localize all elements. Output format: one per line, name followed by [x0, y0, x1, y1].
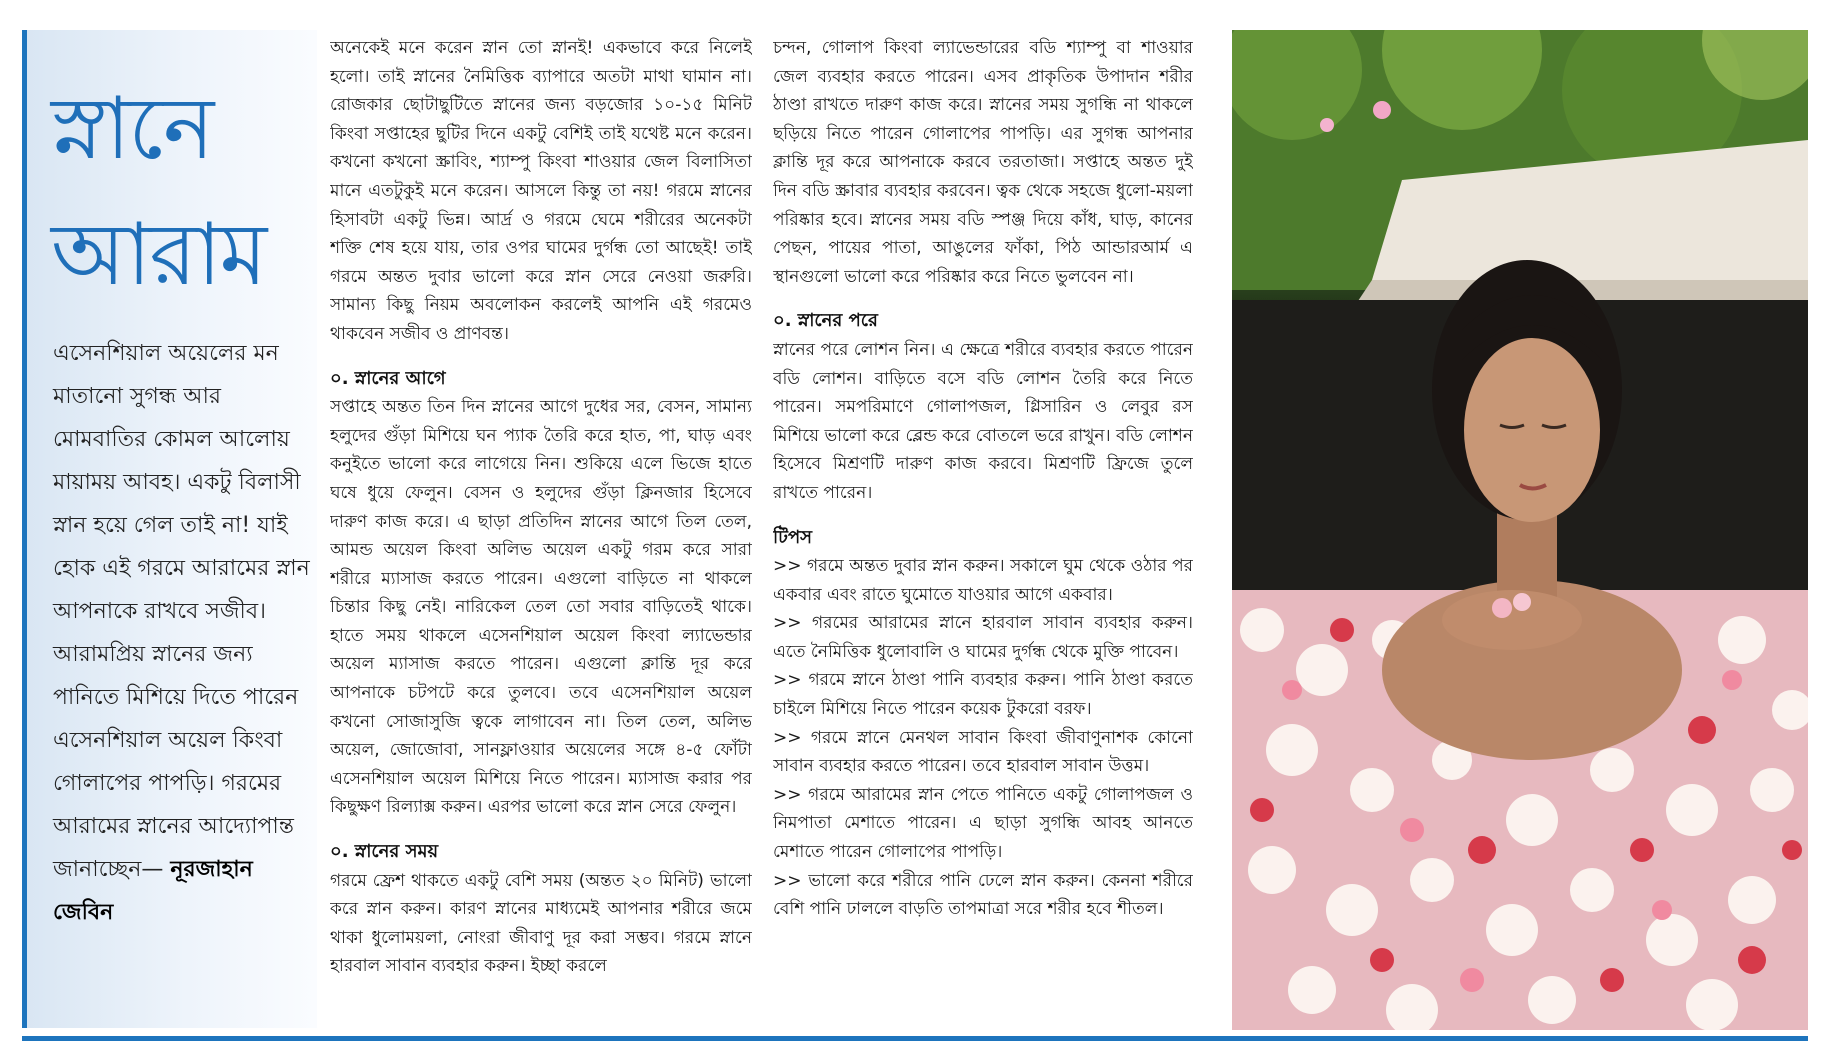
tip-item: >> গরমে স্নানে মেনথল সাবান কিংবা জীবাণুনাশক কোনো সাবান ব্যবহার করতে পারেন। তবে হারবাল সাবান উত্তম।	[773, 727, 1193, 777]
bottom-rule	[22, 1036, 1808, 1041]
author-byline: নূরজাহান জেবিন	[53, 857, 253, 925]
bath-photo	[1232, 30, 1808, 1030]
headline-line-2: আরাম	[51, 205, 266, 305]
article-sidebar	[22, 30, 317, 1028]
article-column-1	[330, 34, 752, 1030]
paragraph-before-bath: সপ্তাহে অন্তত তিন দিন স্নানের আগে দুধের সর, বেসন, সামান্য হলুদের গুঁড়া মিশিয়ে ঘন প্যাক তৈরি করে হাত, পা, ঘাড় এবং কনুইতে ভালো করে লাগেয়ে নিন। শুকিয়ে এলে ভিজে হাতে ঘষে ধুয়ে ফেলুন। বেসন ও হলুদের গুঁড়া ক্লিনজার হিসেবে দারুণ কাজ করে। এ ছাড়া প্রতিদিন স্নানের আগে তিল তেল, আমন্ড অয়েল কিংবা অলিভ অয়েল একটু গরম করে সারা শরীরে ম্যাসাজ করতে পারেন। এগুলো বাড়িতে না থাকলে চিন্তার কিছু নেই। নারিকেল তেল তো সবার বাড়িতেই থাকে। হাতে সময় থাকলে এসেনশিয়াল অয়েল কিংবা ল্যাভেন্ডার অয়েল ম্যাসাজ করতে পারেন। এগুলো ক্লান্তি দূর করে আপনাকে চটপটে করে তুলবে। তবে এসেনশিয়াল অয়েল কখনো সোজাসুজি ত্বকে লাগাবেন না। তিল তেল, অলিভ অয়েল, জোজোবা, সানফ্লাওয়ার অয়েলের সঙ্গে ৪-৫ ফোঁটা এসেনশিয়াল অয়েল মিশিয়ে নিতে পারেন। ম্যাসাজ করার পর কিছুক্ষণ রিল্যাক্স করুন। এরপর ভালো করে স্নান সেরে ফেলুন।	[330, 397, 752, 818]
tip-item: >> গরমে আরামের স্নান পেতে পানিতে একটু গোলাপজল ও নিমপাতা মেশাতে পারেন। এ ছাড়া সুগন্ধি আবহ আনতে মেশাতে পারেন গোলাপের পাপড়ি।	[773, 784, 1193, 863]
bath-illustration	[1232, 30, 1808, 1030]
heading-during-bath: ০. স্নানের সময়	[330, 841, 439, 863]
heading-after-bath: ০. স্নানের পরে	[773, 310, 878, 332]
intro-text: এসেনশিয়াল অয়েলের মন মাতানো সুগন্ধ আর মোমবাতির কোমল আলোয় মায়াময় আবহ। একটু বিলাসী স্নান হয়ে গেল তাই না! যাই হোক এই গরমে আরামের স্নান আপনাকে রাখবে সজীব। আরামপ্রিয় স্নানের জন্য পানিতে মিশিয়ে দিতে পারেন এসেনশিয়াল অয়েল কিংবা গোলাপের পাপড়ি। গরমের আরামের স্নানের আদ্যোপান্ত জানাচ্ছেন—	[53, 341, 310, 882]
article-headline	[51, 66, 311, 318]
tip-item: >> ভালো করে শরীরে পানি ঢেলে স্নান করুন। কেননা শরীরে বেশি পানি ঢাললে বাড়তি তাপমাত্রা সরে শরীর হবে শীতল।	[773, 870, 1193, 920]
tip-item: >> গরমের আরামের স্নানে হারবাল সাবান ব্যবহার করুন। এতে নৈমিত্তিক ধুলোবালি ও ঘামের দুর্গন্ধ থেকে মুক্তি পাবেন।	[773, 613, 1193, 662]
tip-item: >> গরমে স্নানে ঠাণ্ডা পানি ব্যবহার করুন। পানি ঠাণ্ডা করতে চাইলে মিশিয়ে নিতে পারেন কয়েক টুকরো বরফ।	[773, 670, 1193, 720]
article-column-2	[773, 34, 1193, 1030]
paragraph-during-bath: গরমে ফ্রেশ থাকতে একটু বেশি সময় (অন্তত ২০ মিনিট) ভালো করে স্নান করুন। কারণ স্নানের মাধ্যমেই আপনার শরীরে জমে থাকা ধুলোময়লা, নোংরা জীবাণু দূর করা সম্ভব। গরমে স্নানে হারবাল সাবান ব্যবহার করুন। ইচ্ছা করলে	[330, 870, 752, 977]
article-intro	[53, 332, 313, 934]
heading-tips: টিপস	[773, 526, 813, 548]
paragraph-opening: অনেকেই মনে করেন স্নান তো স্নানই! একভাবে করে নিলেই হলো। তাই স্নানের নৈমিত্তিক ব্যাপারে অতটা মাথা ঘামান না। রোজকার ছোটাছুটিতে স্নানের জন্য বড়জোর ১০-১৫ মিনিট কিংবা সপ্তাহের ছুটির দিনে একটু বেশিই তাই যথেষ্ট মনে করেন। কখনো কখনো স্ক্রাবিং, শ্যাম্পু কিংবা শাওয়ার জেল বিলাসিতা মানে এতটুকুই মনে করেন। আসলে কিন্তু তা নয়! গরমে স্নানের হিসাবটা একটু ভিন্ন। আর্দ্র ও গরমে ঘেমে শরীরের অনেকটা শক্তি শেষ হয়ে যায়, তার ওপর ঘামের দুর্গন্ধ তো আছেই! তাই গরমে অন্তত দুবার ভালো করে স্নান সেরে নেওয়া জরুরি। সামান্য কিছু নিয়ম অবলোকন করলেই আপনি এই গরমেও থাকবেন সজীব ও প্রাণবন্ত।	[330, 38, 752, 344]
tip-item: >> গরমে অন্তত দুবার স্নান করুন। সকালে ঘুম থেকে ওঠার পর একবার এবং রাতে ঘুমোতে যাওয়ার আগে একবার।	[773, 556, 1193, 605]
heading-before-bath: ০. স্নানের আগে	[330, 367, 446, 389]
paragraph-after-bath: স্নানের পরে লোশন নিন। এ ক্ষেত্রে শরীরে ব্যবহার করতে পারেন বডি লোশন। বাড়িতে বসে বডি লোশন তৈরি করে নিতে পারেন। সমপরিমাণে গোলাপজল, গ্লিসারিন ও লেবুর রস মিশিয়ে ভালো করে ব্লেন্ড করে বোতলে ভরে রাখুন। বডি লোশন হিসেবে মিশ্রণটি দারুণ কাজ করবে। মিশ্রণটি ফ্রিজে তুলে রাখতে পারেন।	[773, 339, 1193, 503]
headline-line-1: স্নানে	[51, 79, 213, 179]
paragraph-during-continued: চন্দন, গোলাপ কিংবা ল্যাভেন্ডারের বডি শ্যাম্পু বা শাওয়ার জেল ব্যবহার করতে পারেন। এসব প্রাকৃতিক উপাদান শরীর ঠাণ্ডা রাখতে দারুণ কাজ করে। স্নানের সময় সুগন্ধি না থাকলে ছড়িয়ে নিতে পারেন গোলাপের পাপড়ি। এর সুগন্ধ আপনার ক্লান্তি দূর করে আপনাকে করবে তরতাজা। সপ্তাহে অন্তত দুই দিন বডি স্ক্রাবার ব্যবহার করবেন। ত্বক থেকে সহজে ধুলো-ময়লা পরিষ্কার হবে। স্নানের সময় বডি স্পঞ্জ দিয়ে কাঁধ, ঘাড়, কানের পেছন, পায়ের পাতা, আঙুলের ফাঁকা, পিঠ আন্ডারআর্ম এ স্থানগুলো ভালো করে পরিষ্কার করে নিতে ভুলবেন না।	[773, 38, 1193, 287]
